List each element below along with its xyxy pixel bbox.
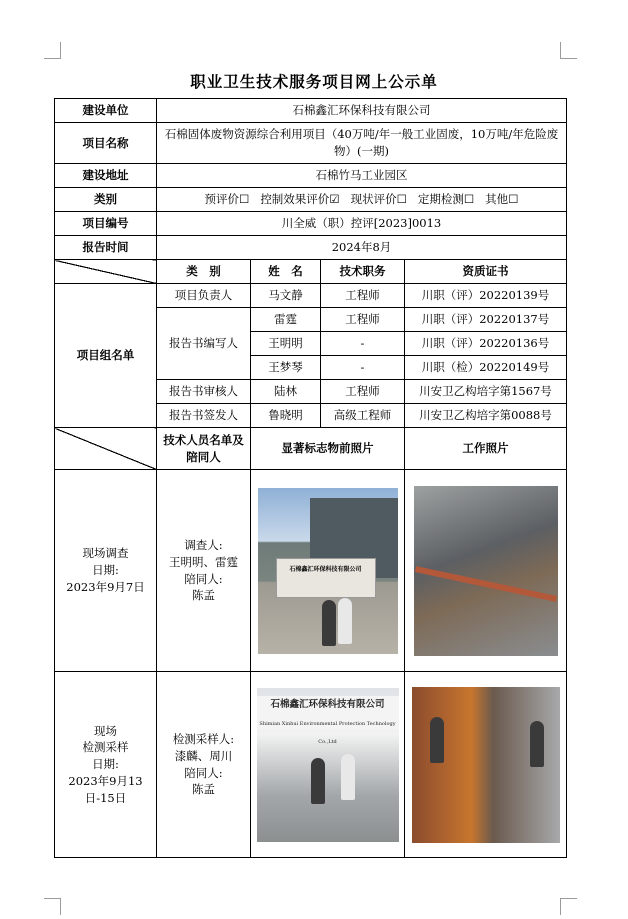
- team-row-title: 工程师: [321, 380, 405, 404]
- survey-date-cell: [55, 470, 157, 672]
- sampling-date-label-2: 检测采样: [82, 740, 129, 755]
- team-header-name: 姓 名: [251, 260, 321, 284]
- sampling-staff: 漆麟、周川: [174, 748, 233, 763]
- diagonal-header-cell: [55, 260, 157, 284]
- team-row-name: 陆林: [251, 380, 321, 404]
- survey-date-label: 现场调查: [82, 546, 129, 561]
- crop-mark-top-left: [44, 42, 61, 59]
- construction-unit-value: 石棉鑫汇环保科技有限公司: [157, 99, 567, 123]
- sampling-work-photo: [412, 687, 560, 843]
- team-header-cert: 资质证书: [405, 260, 567, 284]
- sampling-date: 2023年9月13日-15日: [68, 773, 143, 805]
- team-label: 项目组名单: [55, 284, 157, 428]
- sampling-date-label-3: 日期:: [92, 757, 119, 772]
- address-label: 建设地址: [55, 164, 157, 188]
- team-row-name: 王明明: [251, 332, 321, 356]
- team-row-name: 雷霆: [251, 308, 321, 332]
- photo-company-sign: 石棉鑫汇环保科技有限公司: [276, 558, 376, 598]
- sampling-landmark-photo-cell: [251, 672, 405, 858]
- team-row-category: 报告书签发人: [157, 404, 251, 428]
- team-row-category: 项目负责人: [157, 284, 251, 308]
- team-row-cert: 川安卫乙构培字第0088号: [405, 404, 567, 428]
- photo-person: [530, 721, 544, 767]
- sampling-companion-label: 陪同人:: [184, 765, 223, 780]
- crop-mark-bottom-left: [44, 898, 61, 915]
- team-row-category: 报告书审核人: [157, 380, 251, 404]
- team-row-cert: 川职（评）20220136号: [405, 332, 567, 356]
- team-row-cert: 川职（评）20220139号: [405, 284, 567, 308]
- sampling-work-photo-cell: [405, 672, 567, 858]
- team-row-cert: 川安卫乙构培字第1567号: [405, 380, 567, 404]
- crop-mark-top-right: [560, 42, 577, 59]
- category-option-periodic-testing[interactable]: 定期检测☐: [417, 192, 475, 207]
- survey-work-photo: [414, 486, 558, 656]
- sampling-landmark-photo: [257, 688, 399, 842]
- category-option-control-effect[interactable]: 控制效果评价☑: [260, 192, 340, 207]
- sampling-date-label: 现场: [94, 723, 117, 738]
- category-label: 类别: [55, 188, 157, 212]
- project-number-value: 川全威（职）控评[2023]0013: [157, 212, 567, 236]
- photo-person: [311, 758, 325, 804]
- team-header-category: 类 别: [157, 260, 251, 284]
- team-row-title: -: [321, 356, 405, 380]
- survey-date-label-2: 日期:: [92, 563, 119, 578]
- survey-work-photo-cell: [405, 470, 567, 672]
- photo-header-landmark: 显著标志物前照片: [251, 428, 405, 470]
- photo-header-staff: 技术人员名单及陪同人: [157, 428, 251, 470]
- sampling-staff-label: 检测采样人:: [172, 732, 235, 747]
- crop-mark-bottom-right: [560, 898, 577, 915]
- category-option-other[interactable]: 其他☐: [485, 192, 519, 207]
- page-title: 职业卫生技术服务项目网上公示单: [190, 72, 438, 91]
- photo-header-work: 工作照片: [405, 428, 567, 470]
- photo-person: [341, 754, 355, 800]
- survey-companion-label: 陪同人:: [184, 571, 223, 586]
- photo-railing: [414, 566, 556, 602]
- photo-sign-text: 石棉鑫汇环保科技有限公司: [270, 698, 385, 710]
- category-option-pre-evaluation[interactable]: 预评价☐: [204, 192, 250, 207]
- photo-person: [430, 717, 444, 763]
- survey-landmark-photo: [258, 488, 398, 654]
- sampling-staff-cell: [157, 672, 251, 858]
- team-row-title: 高级工程师: [321, 404, 405, 428]
- project-name-label: 项目名称: [55, 123, 157, 164]
- diagonal-photo-header-cell: [55, 428, 157, 470]
- team-row-title: 工程师: [321, 308, 405, 332]
- survey-staff-cell: [157, 470, 251, 672]
- team-row-category: 报告书编写人: [157, 308, 251, 380]
- survey-date: 2023年9月7日: [66, 579, 145, 594]
- project-number-label: 项目编号: [55, 212, 157, 236]
- survey-companion: 陈孟: [192, 588, 215, 603]
- team-row-name: 马文静: [251, 284, 321, 308]
- team-row-cert: 川职（评）20220137号: [405, 308, 567, 332]
- address-value: 石棉竹马工业园区: [157, 164, 567, 188]
- construction-unit-label: 建设单位: [55, 99, 157, 123]
- team-header-title: 技术职务: [321, 260, 405, 284]
- sampling-date-cell: [55, 672, 157, 858]
- team-row-title: 工程师: [321, 284, 405, 308]
- report-time-value: 2024年8月: [157, 236, 567, 260]
- team-row-name: 鲁晓明: [251, 404, 321, 428]
- category-option-status-evaluation[interactable]: 现状评价☐: [350, 192, 407, 207]
- sampling-companion: 陈孟: [192, 782, 215, 797]
- report-time-label: 报告时间: [55, 236, 157, 260]
- photo-company-sign: [257, 696, 399, 745]
- photo-person: [338, 598, 352, 644]
- category-options: [157, 188, 567, 212]
- survey-landmark-photo-cell: [251, 470, 405, 672]
- photo-person: [322, 600, 336, 646]
- photo-sign-en: Shimian Xinhui Environmental Protection Technology Co.,Ltd: [259, 720, 396, 745]
- team-row-name: 王梦琴: [251, 356, 321, 380]
- team-row-title: -: [321, 332, 405, 356]
- survey-staff-label: 调查人:: [184, 538, 223, 553]
- project-name-value: 石棉固体废物资源综合利用项目（40万吨/年一般工业固废，10万吨/年危险废物）(一期): [157, 123, 567, 164]
- team-row-cert: 川职（检）20220149号: [405, 356, 567, 380]
- survey-staff: 王明明、雷霆: [169, 554, 238, 569]
- notice-table: [54, 98, 567, 858]
